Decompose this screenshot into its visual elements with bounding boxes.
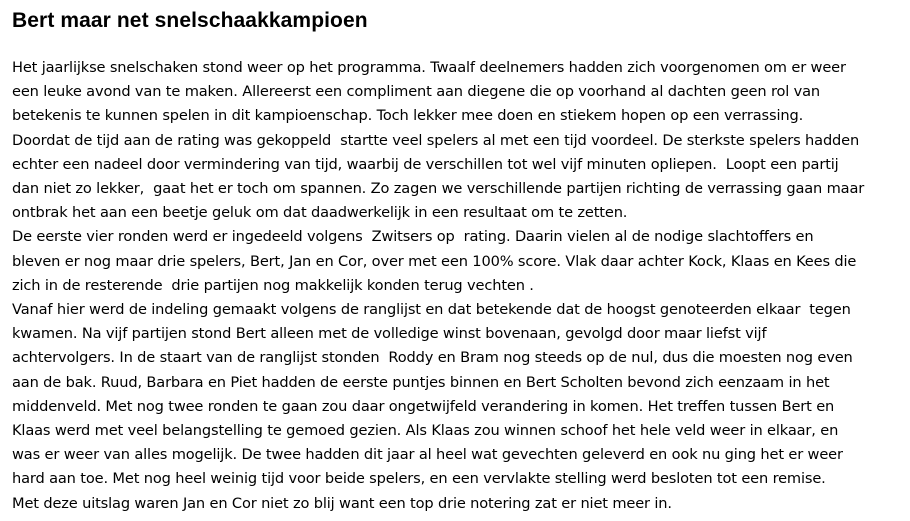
body-line: betekenis te kunnen spelen in dit kampioenschap. Toch lekker mee doen en stiekem hopen op een verrassing.	[12, 107, 804, 125]
body-line: dan niet zo lekker, gaat het er toch om spannen. Zo zagen we verschillende partijen richting de verrassing gaan maar	[12, 180, 865, 198]
body-line: aan de bak. Ruud, Barbara en Piet hadden de eerste puntjes binnen en Bert Scholten bevond zich eenzaam in het	[12, 373, 830, 391]
body-line: Met deze uitslag waren Jan en Cor niet zo blij want een top drie notering zat er niet meer in.	[12, 494, 672, 512]
body-line: was er weer van alles mogelijk. De twee hadden dit jaar al heel wat gevechten geleverd en ook nu ging het er weer	[12, 446, 843, 464]
body-line: bleven er nog maar drie spelers, Bert, Jan en Cor, over met een 100% score. Vlak daar achter Kock, Klaas en Kees die	[12, 252, 857, 270]
body-line: ontbrak het aan een beetje geluk om dat daadwerkelijk in een resultaat om te zetten.	[12, 204, 628, 222]
body-line: kwamen. Na vijf partijen stond Bert alleen met de volledige winst bovenaan, gevolgd door maar liefst vijf	[12, 325, 767, 343]
body-line: Klaas werd met veel belangstelling te gemoed gezien. Als Klaas zou winnen schoof het hele veld weer in elkaar, en	[12, 422, 839, 440]
body-line: Vanaf hier werd de indeling gemaakt volgens de ranglijst en dat betekende dat de hoogst genoteerden elkaar tegen	[12, 301, 851, 319]
article-title: Bert maar net snelschaakkampioen	[12, 9, 368, 32]
body-line: echter een nadeel door vermindering van tijd, waarbij de verschillen tot wel vijf minuten opliepen. Loopt een partij	[12, 155, 839, 173]
body-line: hard aan toe. Met nog heel weinig tijd voor beide spelers, en een vervlakte stelling werd besloten tot een remise.	[12, 470, 826, 488]
body-line: achtervolgers. In de staart van de ranglijst stonden Roddy en Bram nog steeds op de nul, dus die moesten nog even	[12, 349, 853, 367]
body-line: De eerste vier ronden werd er ingedeeld volgens Zwitsers op rating. Daarin vielen al de nodige slachtoffers en	[12, 228, 814, 246]
body-line: Het jaarlijkse snelschaken stond weer op het programma. Twaalf deelnemers hadden zich voorgenomen om er weer	[12, 59, 846, 76]
body-line: zich in de resterende drie partijen nog makkelijk konden terug vechten .	[12, 276, 534, 294]
article-body	[12, 56, 902, 516]
body-line: een leuke avond van te maken. Allereerst een compliment aan diegene die op voorhand al dachten geen rol van	[12, 83, 821, 101]
body-line: Doordat de tijd aan de rating was gekoppeld startte veel spelers al met een tijd voordeel. De sterkste spelers hadden	[12, 131, 860, 149]
body-line: middenveld. Met nog twee ronden te gaan zou daar ongetwijfeld verandering in komen. Het treffen tussen Bert en	[12, 397, 835, 415]
article	[12, 6, 902, 516]
